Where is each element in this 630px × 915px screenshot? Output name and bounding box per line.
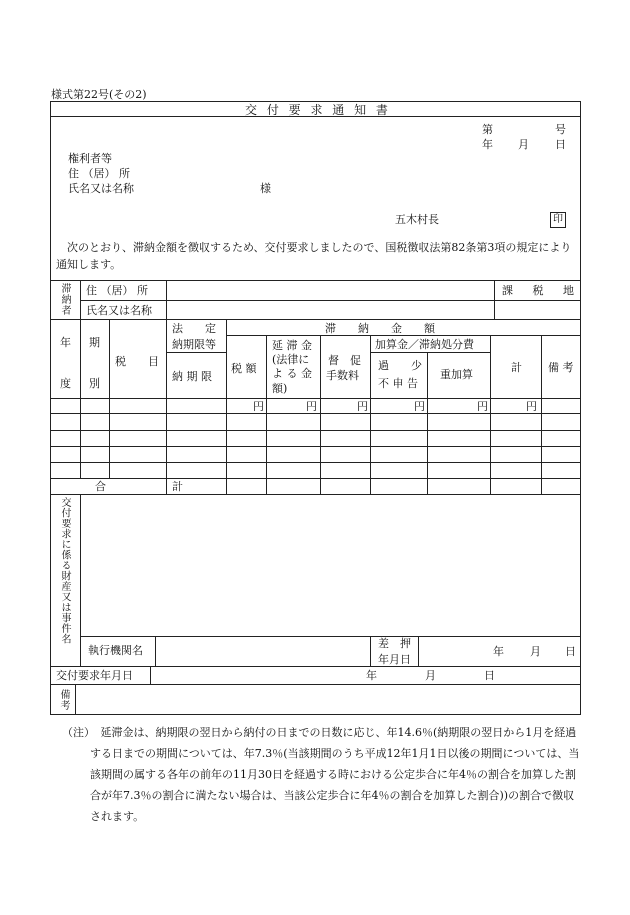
recipient-name-label: 氏名又は名称 <box>68 182 134 195</box>
tax-location-label: 課 税 地 <box>502 284 582 297</box>
recipient-address-label: 住 （居） 所 <box>68 167 130 180</box>
remarks-label: 備考 <box>58 689 69 711</box>
seizure-left-divider <box>370 636 371 666</box>
seal-mark: 印 <box>550 212 566 228</box>
yen-unit-late-fee: 円 <box>306 400 317 413</box>
footnote-text: 延滞金は、納期限の翌日から納付の日までの日数に応じ、年14.6％(納期限の翌日から1月を経過する日までの期間については、年7.3％(当該期間のうち平成12年1月1日以後の期間については、当該期間の属する各年の前年の11月30日を経過する時における公定歩合に年4％の割合を加算した割合が年7.3％の割合に満たない場合は、当該公定歩合に年4％の割合を加算した割合))の割合で徴収されます。 <box>90 726 580 823</box>
col-late-fee-line-4: 額) <box>272 382 288 395</box>
col-line-period <box>80 319 81 478</box>
seizure-day: 日 <box>565 645 576 658</box>
date-month: 月 <box>518 138 529 151</box>
seizure-right-divider <box>418 636 419 666</box>
total-row-bottom <box>50 494 581 495</box>
delinquent-top-line <box>50 280 581 281</box>
form-id: 様式第22号(その2) <box>51 88 147 101</box>
date-year: 年 <box>482 138 493 151</box>
delinquent-mid-line <box>80 300 581 301</box>
yen-unit-under: 円 <box>414 400 425 413</box>
property-label-divider <box>80 494 81 666</box>
col-due-top-label: 法 定 <box>172 322 216 335</box>
remarks-top-line <box>50 684 581 685</box>
col-period-label-2: 別 <box>89 377 100 390</box>
doc-number-suffix: 号 <box>555 123 566 136</box>
seizure-date-label-2: 年月日 <box>378 653 411 666</box>
delinquent-label-divider <box>80 280 81 319</box>
yen-unit-total: 円 <box>526 400 537 413</box>
request-day: 日 <box>484 669 495 682</box>
tax-location-divider <box>494 280 495 319</box>
remarks-divider <box>75 684 76 715</box>
property-label: 交付要求に係る財産又は事件名 <box>59 497 70 644</box>
col-due-mid-label: 納期限等 <box>172 338 216 351</box>
footnote <box>62 722 582 827</box>
col-year-label: 年 <box>60 336 71 349</box>
col-line-tax-item <box>109 319 110 478</box>
request-date-divider <box>150 666 151 684</box>
col-tax-item-label: 税 目 <box>115 355 159 368</box>
seizure-month: 月 <box>530 645 541 658</box>
delinquent-address-label: 住 （居） 所 <box>86 284 148 297</box>
row-line-4 <box>50 462 581 463</box>
total-row-label: 合 計 <box>95 480 183 493</box>
row-line-1 <box>50 413 581 414</box>
seizure-date-label-1: 差 押 <box>378 637 411 650</box>
row-line-2 <box>50 430 581 431</box>
col-under-line-1: 過 少 <box>378 359 422 372</box>
col-line-late-fee <box>266 335 267 494</box>
recipient-label: 権利者等 <box>68 152 112 165</box>
request-month: 月 <box>425 669 436 682</box>
col-line-total <box>490 335 491 494</box>
col-due-bottom-label: 納 期 限 <box>172 370 212 383</box>
col-total-label: 計 <box>511 361 522 374</box>
col-late-fee-line-2: (法律に <box>272 353 310 366</box>
col-line-under <box>370 335 371 494</box>
col-year-label-2: 度 <box>60 377 71 390</box>
title-divider <box>50 116 581 117</box>
date-day: 日 <box>555 138 566 151</box>
yen-unit-tax: 円 <box>253 400 264 413</box>
col-under-line-2: 不 申 告 <box>378 377 418 390</box>
yen-unit-heavy: 円 <box>477 400 488 413</box>
recipient-honorific: 様 <box>260 182 271 195</box>
penalty-divider-line <box>370 352 490 353</box>
due-divider-line <box>166 352 226 353</box>
delinquent-field-divider <box>166 280 167 319</box>
col-line-heavy <box>427 352 428 494</box>
table-top-line <box>50 319 581 320</box>
agency-label-divider <box>155 636 156 666</box>
notice-text: 次のとおり、滞納金額を徴収するため、交付要求しましたので、国税徴収法第82条第3項の規定により通知します。 <box>56 241 572 271</box>
issuer-name: 五木村長 <box>395 213 439 226</box>
col-heavy-label: 重加算 <box>440 368 473 381</box>
col-tax-amount-label: 税 額 <box>231 362 257 375</box>
col-late-fee-line-1: 延 滞 金 <box>272 339 312 352</box>
row-line-3 <box>50 446 581 447</box>
col-line-dunning <box>320 335 321 494</box>
yen-unit-dunning: 円 <box>357 400 368 413</box>
delinquent-name-label: 氏名又は名称 <box>86 304 152 317</box>
col-dunning-line-1: 督 促 <box>328 354 361 367</box>
col-late-fee-line-3: よ る 金 <box>272 367 312 380</box>
footnote-prefix: （注） <box>62 726 90 739</box>
col-line-due <box>166 319 167 494</box>
seizure-year: 年 <box>493 645 504 658</box>
delinquent-section-label: 滞納者 <box>59 283 70 316</box>
col-line-remarks <box>541 335 542 494</box>
amount-group-header: 滞 納 金 額 <box>325 322 435 335</box>
executing-agency-label: 執行機関名 <box>88 644 143 657</box>
col-dunning-line-2: 手数料 <box>326 369 359 382</box>
request-year: 年 <box>366 669 377 682</box>
header-bottom-line <box>50 398 581 399</box>
col-remarks-label: 備 考 <box>548 361 574 374</box>
doc-number-prefix: 第 <box>482 123 493 136</box>
col-line-tax-amount <box>226 319 227 494</box>
penalty-group-header: 加算金／滞納処分費 <box>375 338 474 351</box>
request-date-label: 交付要求年月日 <box>56 669 133 682</box>
request-date-top-line <box>50 666 581 667</box>
form-title: 交 付 要 求 通 知 書 <box>245 103 391 117</box>
col-period-label: 期 <box>89 336 100 349</box>
row-line-5 <box>50 478 581 479</box>
group-header-line <box>226 335 581 336</box>
